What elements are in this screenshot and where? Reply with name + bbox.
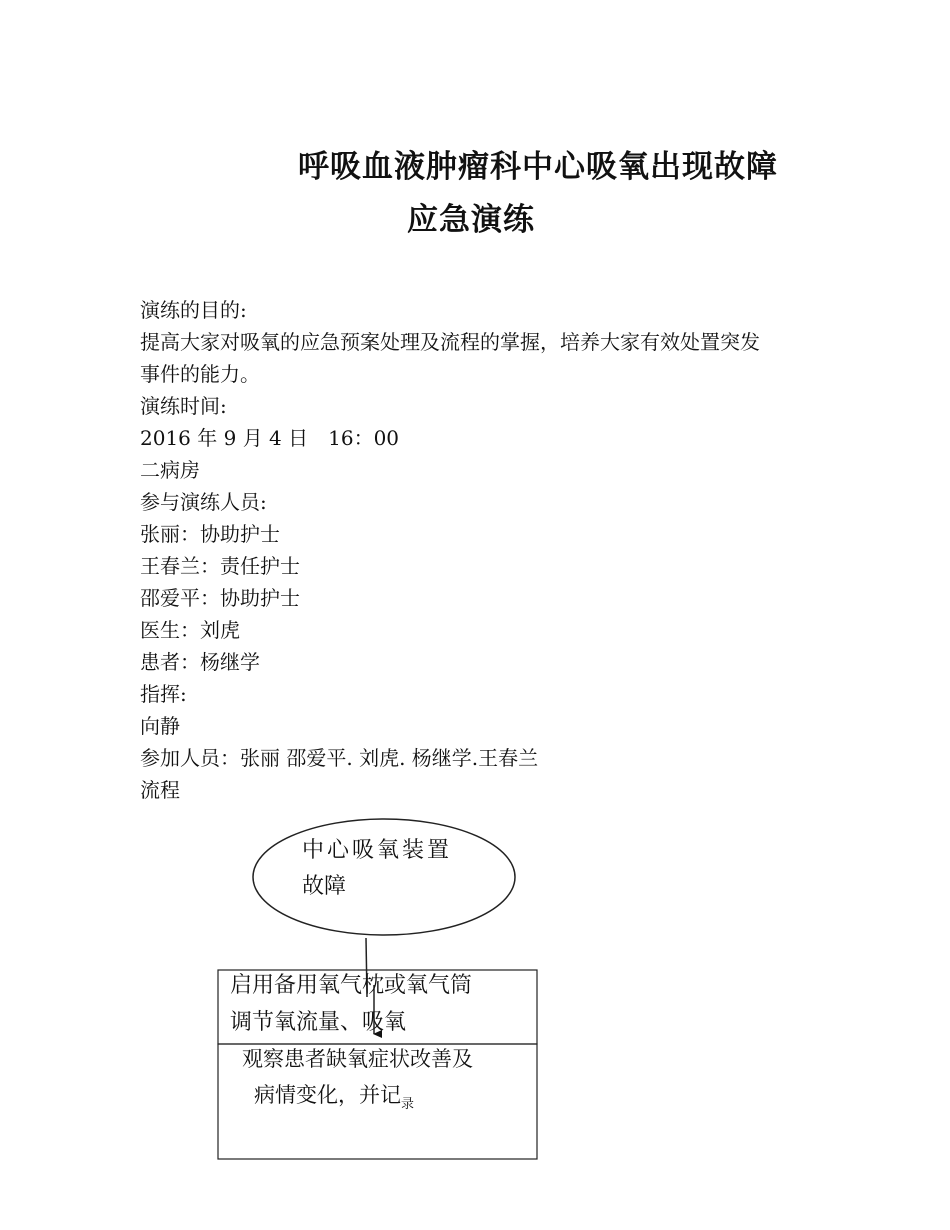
participants-label: 参与演练人员: — [140, 490, 267, 514]
start-oval — [253, 819, 515, 935]
commander-name: 向静 — [140, 714, 180, 738]
role-line: 医生：刘虎 — [140, 618, 240, 642]
step-2-text-line-1: 观察患者缺氧症状改善及 — [242, 1047, 473, 1071]
purpose-text-line-1: 提高大家对吸氧的应急预案处理及流程的掌握，培养大家有效处置突发 — [140, 330, 760, 354]
location: 二病房 — [140, 458, 200, 482]
document-title-line-2: 应急演练 — [407, 202, 535, 238]
time-value: 2016 年 9 月 4 日 16：00 — [140, 426, 400, 450]
time-label: 演练时间: — [140, 394, 227, 418]
step-1-text-line-2: 调节氧流量、吸氧 — [230, 1010, 407, 1035]
role-line: 邵爱平：协助护士 — [140, 586, 300, 610]
attendees-line: 参加人员：张丽 邵爱平. 刘虎. 杨继学.王春兰 — [140, 746, 539, 770]
oval-text-line-2: 故障 — [302, 874, 347, 899]
step-2-text-line-2 — [254, 1085, 414, 1111]
role-line: 张丽：协助护士 — [140, 522, 280, 546]
purpose-label: 演练的目的: — [140, 298, 247, 322]
step-1-text-line-1: 启用备用氧气枕或氧气筒 — [230, 973, 473, 998]
step-2-text-subscript: 录 — [401, 1097, 415, 1112]
oval-text-line-1: 中心吸氧装置 — [302, 838, 453, 863]
document-title-line-1: 呼吸血液肿瘤科中心吸氧出现故障 — [298, 149, 778, 185]
role-line: 患者：杨继学 — [140, 650, 260, 674]
role-line: 王春兰：责任护士 — [140, 554, 300, 578]
commander-label: 指挥: — [140, 682, 187, 706]
flow-label: 流程 — [140, 778, 180, 802]
purpose-text-line-2: 事件的能力。 — [140, 362, 260, 386]
step-2-text-main: 病情变化，并记 — [254, 1083, 401, 1107]
